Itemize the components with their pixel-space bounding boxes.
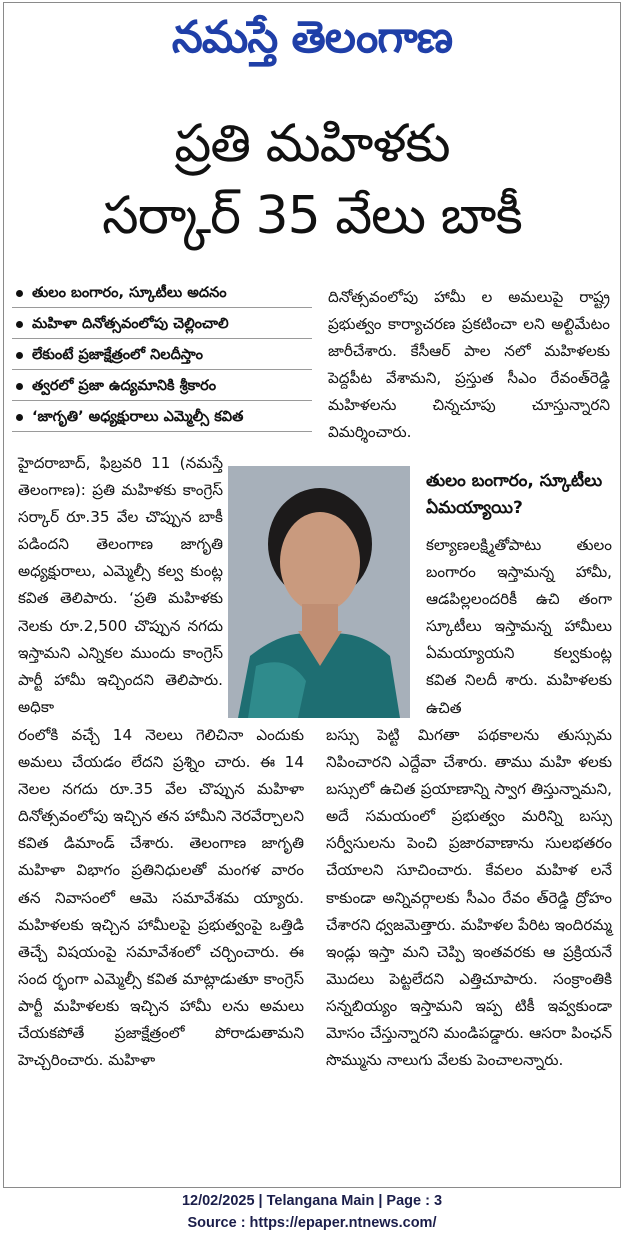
highlight-item: ‘జాగృతి’ అధ్యక్షురాలు ఎమ్మెల్సీ కవిత (12, 404, 312, 432)
bullet-icon (16, 352, 23, 359)
highlight-item: లేకుంటే ప్రజాక్షేత్రంలో నిలదీస్తాం (12, 342, 312, 370)
article-left-body: రంలోకి వచ్చే 14 నెలలు గెలిచినా ఎందుకు అమలు చేయడం లేదని ప్రశ్నిం చారు. ఈ 14 నెలల నగదు రూ.35 వేల చొప్పున మహిళా దినోత్సవంలోపు ఇచ్చిన తన హామీని నెరవేర్చాలని కవిత డిమాండ్ చేశారు. తెలంగాణ జాగృతి మహిళా విభాగం ప్రతినిధులతో మంగళ వారం తన నివాసంలో ఆమె సమావేశమ య్యారు. మహిళలకు ఇచ్చిన హామీలపై ప్రభుత్వంపై ఒత్తిడి తెచ్చే విషయంపై సమావేశంలో చర్చించారు. ఈ సంద ర్భంగా ఎమ్మెల్సీ కవిత మాట్లాడుతూ కాంగ్రెస్ పార్టీ మహిళలకు ఇచ్చిన హామీ లను అమలు చేయకపోతే ప్రజాక్షేత్రంలో పోరాడుతామని హెచ్చరించారు. మహిళా (18, 726, 304, 1070)
newspaper-masthead: నమస్తే తెలంగాణ (171, 12, 453, 63)
article-right-top: దినోత్సవంలోపు హామీ ల అమలుపై రాష్ట్ర ప్రభుత్వం కార్యాచరణ ప్రకటించా లని అల్టిమేటం జారీచేశారు. కేసీఆర్ పాల నలో మహిళలకు పెద్దపీట వేశామని, ప్రస్తుత సీఎం రేవంత్‌రెడ్డి మహిళలను చిన్నచూపు చూస్తున్నారని విమర్శించారు. (328, 288, 610, 442)
bullet-icon (16, 414, 23, 421)
article-subhead: తులం బంగారం, స్కూటీలు ఏమయ్యాయి? (426, 471, 603, 518)
headline (0, 108, 624, 252)
bullet-icon (16, 321, 23, 328)
article-left-intro: హైదరాబాద్, ఫిబ్రవరి 11 (నమస్తే తెలంగాణ): ప్రతి మహిళకు కాంగ్రెస్ సర్కార్ రూ.35 వేల చొప్పున బాకీ పడిందని తెలంగాణ జాగృతి అధ్యక్షురాలు, ఎమ్మెల్సీ కల్వ కుంట్ల కవిత తెలిపారు. ‘ప్రతి మహిళకు నెలకు రూ.2,500 చొప్పున నగదు ఇస్తామని ఎన్నికల ముందు కాంగ్రెస్ పార్టీ హామీ ఇచ్చిందని తెలిపారు. అధికా (18, 454, 223, 716)
portrait-illustration (228, 466, 410, 718)
source-footer (0, 1190, 624, 1234)
footer-date-page: 12/02/2025 | Telangana Main | Page : 3 (181, 1193, 443, 1209)
article-right-body-2: బస్సు పెట్టి మిగతా పథకాలను తుస్సుమ నిపించారని ఎద్దేవా చేశారు. తాము మహి ళలకు బస్సులో ఉచిత ప్రయాణాన్ని స్వాగ తిస్తున్నామని, అదే సమయంలో ప్రభుత్వం మరిన్ని బస్సు సర్వీసులను పెంచి ప్రజారవాణాను సులభతరం చేయాలని సూచించారు. కేవలం మహిళ లనే కాకుండా అన్నివర్గాలకు సీఎం రేవం త్‌రెడ్డి ద్రోహం చేశారని ధ్వజమెత్తారు. మహిళల పేరిట ఇందిరమ్మ ఇండ్లు ఇస్తా మని చెప్పి ఇంతవరకు ఆ ప్రక్రియనే మొదలు పెట్టలేదని ఎత్తిచూపారు. సంక్రాంతికి సన్నబియ్యం ఇస్తామని ఇప్ప టికీ ఇవ్వకుండా మోసం చేస్తున్నారని మండిపడ్డారు. ఆసరా పింఛన్ సొమ్మును నాలుగు వేలకు పెంచాలన్నారు. (326, 726, 612, 1070)
headline-line-2: సర్కార్ 35 వేలు బాకీ (102, 186, 522, 246)
bullet-icon (16, 290, 23, 297)
headline-line-1: ప్రతి మహిళకు (174, 114, 450, 174)
portrait-photo (228, 466, 410, 718)
highlight-item: మహిళా దినోత్సవంలోపు చెల్లించాలి (12, 311, 312, 339)
highlights-list (12, 280, 312, 435)
footer-source: Source : https://epaper.ntnews.com/ (187, 1215, 437, 1231)
bullet-icon (16, 383, 23, 390)
article-right-body-1: కల్యాణలక్ష్మితోపాటు తులం బంగారం ఇస్తామన్న హామీ, ఆడపిల్లలందరికీ ఉచి తంగా స్కూటీలు ఇస్తామన్న హామీలు ఏమయ్యాయని కల్వకుంట్ల కవిత నిలదీ శారు. మహిళలకు ఉచిత (426, 536, 612, 717)
highlight-item: త్వరలో ప్రజా ఉద్యమానికి శ్రీకారం (12, 373, 312, 401)
highlight-item: తులం బంగారం, స్కూటీలు అదనం (12, 280, 312, 308)
